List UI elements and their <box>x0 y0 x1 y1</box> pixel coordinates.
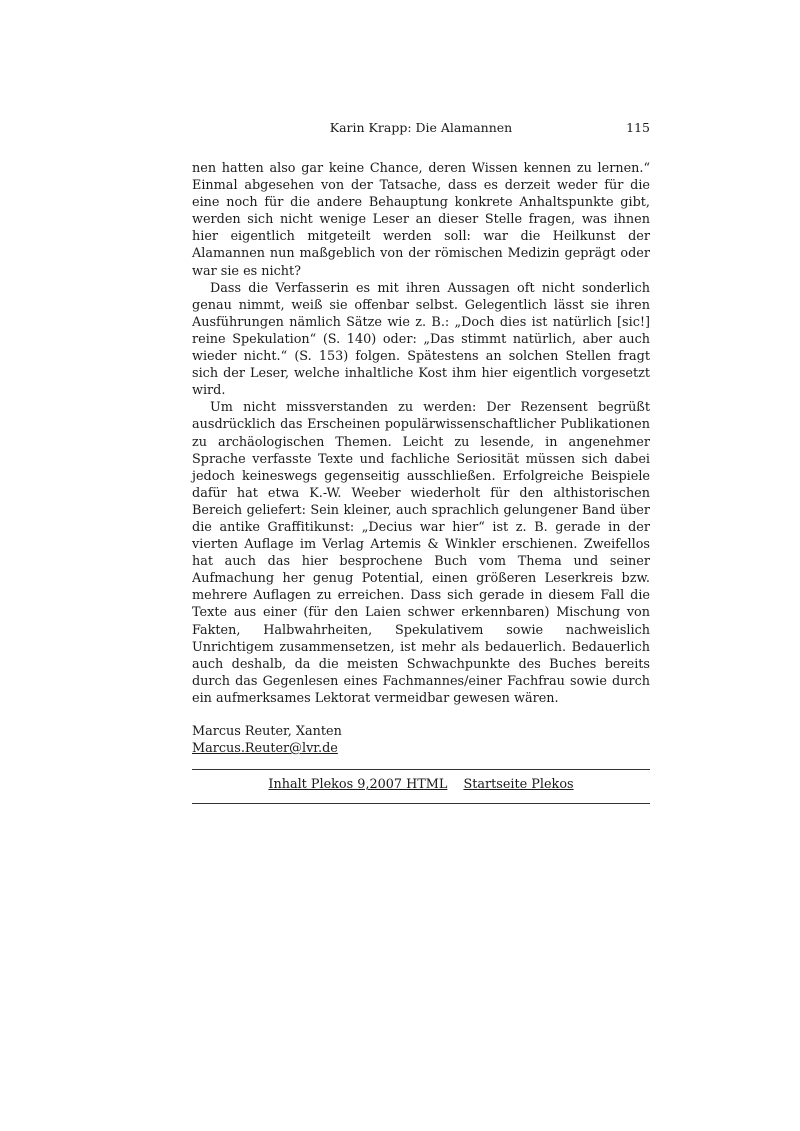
author-email-link[interactable]: Marcus.Reuter@lvr.de <box>192 741 338 757</box>
signature-block <box>192 723 650 757</box>
document-page <box>192 118 650 804</box>
paragraph: nen hatten also gar keine Chance, deren Wissen kennen zu lernen.“ Einmal abgesehen von der Tatsache, dass es derzeit weder für die eine noch für die andere Behauptung konkrete Anhaltspunkte gibt, werden sich nicht wenige Leser an dieser Stelle fragen, was ihnen hier eigentlich mitgeteilt werden soll: war die Heilkunst der Alamannen nun maßgeblich von der römischen Medizin geprägt oder war sie es nicht? <box>192 161 650 279</box>
article-body <box>192 160 650 707</box>
running-header <box>192 118 650 136</box>
running-title: Karin Krapp: Die Alamannen <box>329 120 513 135</box>
divider <box>192 803 650 804</box>
author-name: Marcus Reuter, Xanten <box>192 724 342 739</box>
contents-link[interactable]: Inhalt Plekos 9,2007 HTML <box>268 777 448 793</box>
paragraph: Um nicht missverstanden zu werden: Der Rezensent begrüßt ausdrücklich das Erscheinen populärwissenschaftlicher Publikationen zu archäologischen Themen. Leicht zu lesende, in angenehmer Sprache verfasste Texte und fachliche Seriosität müssen sich dabei jedoch keineswegs gegenseitig ausschließen. Erfolgreiche Beispiele dafür hat etwa K.-W. Weeber wiederholt für den althistorischen Bereich geliefert: Sein kleiner, auch sprachlich gelungener Band über die antike Graffitikunst: „Decius war hier“ ist z. B. gerade in der vierten Auflage im Verlag Artemis & Winkler erschienen. Zweifellos hat auch das hier besprochene Buch vom Thema und seiner Aufmachung her genug Potential, einen größeren Leserkreis bzw. mehrere Auflagen zu erreichen. Dass sich gerade in diesem Fall die Texte aus einer (für den Laien schwer erkennbaren) Mischung von Fakten, Halbwahrheiten, Spekulativem sowie nachweislich Unrichtigem zusammensetzen, ist mehr als bedauerlich. Bedauerlich auch deshalb, da die meisten Schwachpunkte des Buches bereits durch das Gegenlesen eines Fachmannes/einer Fachfrau sowie durch ein aufmerksames Lektorat vermeidbar gewesen wären. <box>192 400 650 706</box>
footer-navigation <box>192 770 650 803</box>
paragraph: Dass die Verfasserin es mit ihren Aussagen oft nicht sonderlich genau nimmt, weiß sie offenbar selbst. Gelegentlich lässt sie ihren Ausführungen nämlich Sätze wie z. B.: „Doch dies ist natürlich [sic!] reine Spekulation“ (S. 140) oder: „Das stimmt natürlich, aber auch wieder nicht.“ (S. 153) folgen. Spätestens an solchen Stellen fragt sich der Leser, welche inhaltliche Kost ihm hier eigentlich vorgesetzt wird. <box>192 280 650 399</box>
page-number: 115 <box>626 120 650 135</box>
home-link[interactable]: Startseite Plekos <box>463 777 574 793</box>
